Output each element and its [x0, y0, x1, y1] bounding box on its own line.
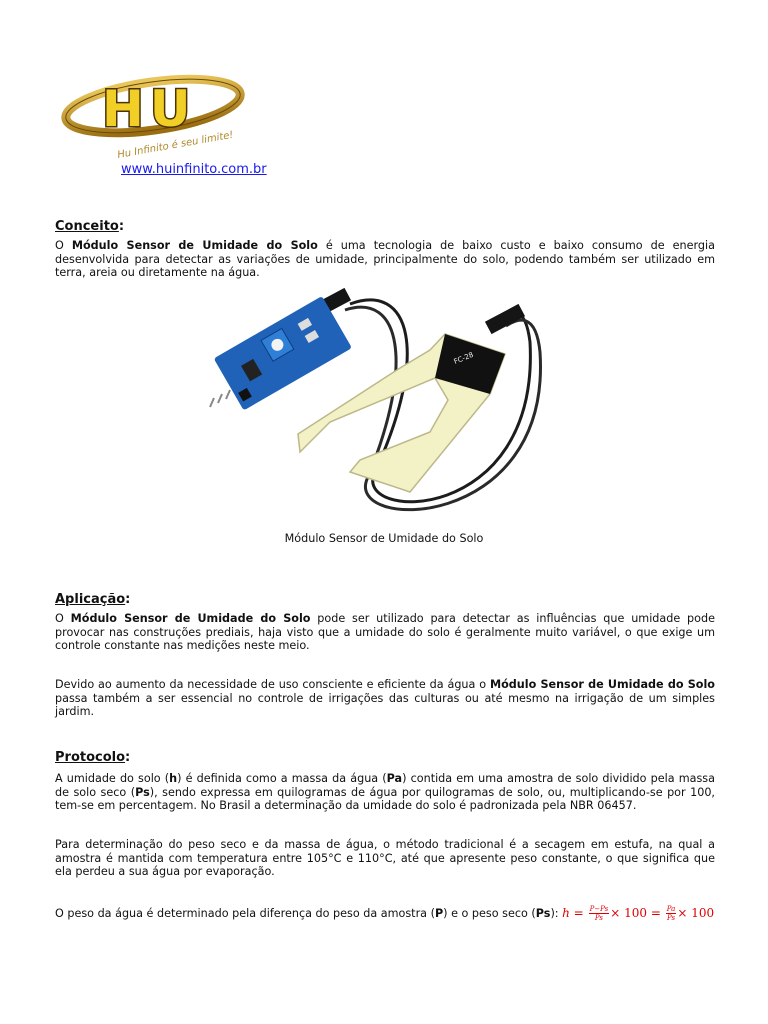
aplicacao-paragraph-2: Devido ao aumento da necessidade de uso consciente e eficiente da água o Módulo Sensor de Umidade do Solo passa também a ser essencial no controle de irrigações das culturas ou até mesmo na irrigação de um simples jardim.: [55, 678, 715, 719]
protocolo-paragraph-3: O peso da água é determinado pela diferença do peso da amostra (P) e o peso seco (Ps): h = $\frac{P-Ps}{Ps}$ × 100 = $\frac{Pa}{Ps}$ × 100: [55, 905, 715, 922]
protocolo-paragraph-1: A umidade do solo (h) é definida como a massa da água (Pa) contida em uma amostra de solo dividido pela massa de solo seco (Ps), sendo expressa em quilogramas de água por quilogramas de solo, ou, multiplicando-se por 100, tem-se em percentagem. No Brasil a determinação da umidade do solo é padronizada pela NBR 06457.: [55, 772, 715, 813]
svg-text:HU: HU: [102, 80, 197, 138]
aplicacao-paragraph-1: O Módulo Sensor de Umidade do Solo pode ser utilizado para detectar as influências que umidade pode provocar nas construções prediais, haja visto que a umidade do solo é geralmente muito variável, o que exige um controle constante nas medições neste meio.: [55, 612, 715, 653]
website-link[interactable]: www.huinfinito.com.br: [121, 162, 267, 177]
conceito-paragraph: O Módulo Sensor de Umidade do Solo é uma tecnologia de baixo custo e baixo consumo de energia desenvolvida para detectar as variações de umidade, principalmente do solo, podendo também ser utilizado em terra, areia ou diretamente na água.: [55, 239, 715, 280]
soil-sensor-photo: [200, 282, 580, 522]
hu-infinito-logo: [58, 66, 248, 166]
moisture-formula: h = $\frac{P-Ps}{Ps}$ × 100 = $\frac{Pa}{Ps}$ × 100: [562, 905, 715, 922]
figure-caption: Módulo Sensor de Umidade do Solo: [284, 532, 484, 545]
svg-text:Hu Infinito é seu limite!: Hu Infinito é seu limite!: [116, 129, 235, 161]
protocolo-paragraph-2: Para determinação do peso seco e da massa de água, o método tradicional é a secagem em estufa, na qual a amostra é mantida com temperatura entre 105°C e 110°C, até que apresente peso constante, o que significa que ela perdeu a sua água por evaporação.: [55, 838, 715, 879]
svg-text:FC-28: FC-28: [452, 350, 475, 366]
conceito-heading: Conceito:: [55, 219, 125, 234]
protocolo-heading: Protocolo:: [55, 750, 131, 765]
aplicacao-heading: Aplicação:: [55, 592, 131, 607]
